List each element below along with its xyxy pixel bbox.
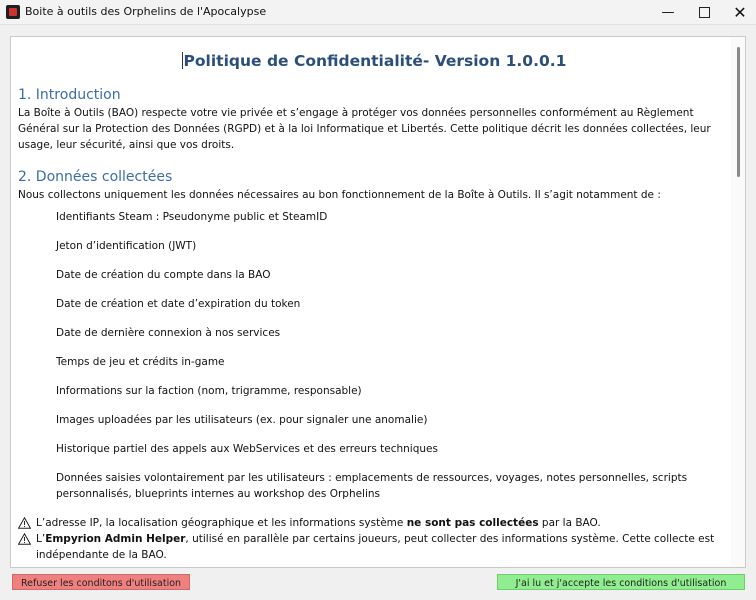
list-item: Date de création et date d’expiration du token <box>56 298 301 310</box>
refuse-terms-button[interactable]: Refuser les conditons d'utilisation <box>12 574 190 590</box>
action-bar <box>0 568 756 600</box>
document-title-text: Politique de Confidentialité- Version 1.0.0.1 <box>183 52 567 70</box>
warning-ip-not-collected: L’adresse IP, la localisation géographique et les informations système ne sont pas collectées par la BAO. <box>18 515 730 531</box>
collected-data-list <box>18 209 730 502</box>
vertical-scrollbar[interactable] <box>731 37 745 567</box>
list-item: Historique partiel des appels aux WebServices et des erreurs techniques <box>56 443 438 455</box>
maximize-icon <box>699 7 710 18</box>
minimize-button[interactable]: — <box>661 4 675 20</box>
warning-icon <box>18 517 31 529</box>
collected-data-paragraph: Nous collectons uniquement les données nécessaires au bon fonctionnement de la Boîte à Outils. Il s’agit notamment de : <box>18 189 661 201</box>
close-button[interactable]: ✕ <box>733 2 747 22</box>
list-item: Jeton d’identification (JWT) <box>56 240 197 252</box>
scrollbar-thumb[interactable] <box>737 47 740 177</box>
policy-document <box>18 49 730 563</box>
list-item: Date de création du compte dans la BAO <box>56 269 271 281</box>
warning-icon <box>18 533 31 545</box>
list-item: Données saisies volontairement par les utilisateurs : emplacements de ressources, voyages, notes personnelles, scripts personnalisés, blueprints internes au workshop des Orphelins <box>56 472 688 500</box>
text-cursor <box>182 52 183 69</box>
list-item: Informations sur la faction (nom, trigramme, responsable) <box>56 385 362 397</box>
section-heading-introduction: 1. Introduction <box>18 87 121 103</box>
warning-admin-helper: L’Empyrion Admin Helper, utilisé en parallèle par certains joueurs, peut collecter des informations système. Cette collecte est indépendante de la BAO. <box>18 531 730 563</box>
title-bar <box>0 0 756 25</box>
introduction-paragraph: La Boîte à Outils (BAO) respecte votre vie privée et s’engage à protéger vos données personnelles conformément au Règlement Général sur la Protection des Données (RGPD) et à la loi Informatique et Libertés. Cette politique décrit les données collectées, leur usage, leur sécurité, ainsi que vos droits. <box>18 107 711 151</box>
list-item: Temps de jeu et crédits in-game <box>56 356 225 368</box>
list-item: Identifiants Steam : Pseudonyme public et SteamID <box>56 211 328 223</box>
window-title: Boite à outils des Orphelins de l'Apocalypse <box>25 5 267 18</box>
policy-viewer[interactable] <box>10 36 746 568</box>
accept-terms-button[interactable]: J'ai lu et j'accepte les conditions d'utilisation <box>497 574 745 590</box>
section-heading-collected-data: 2. Données collectées <box>18 169 173 185</box>
list-item: Date de dernière connexion à nos services <box>56 327 281 339</box>
list-item: Images uploadées par les utilisateurs (ex. pour signaler une anomalie) <box>56 414 428 426</box>
app-icon <box>6 5 20 19</box>
document-title <box>18 49 730 73</box>
maximize-button[interactable] <box>684 0 724 24</box>
